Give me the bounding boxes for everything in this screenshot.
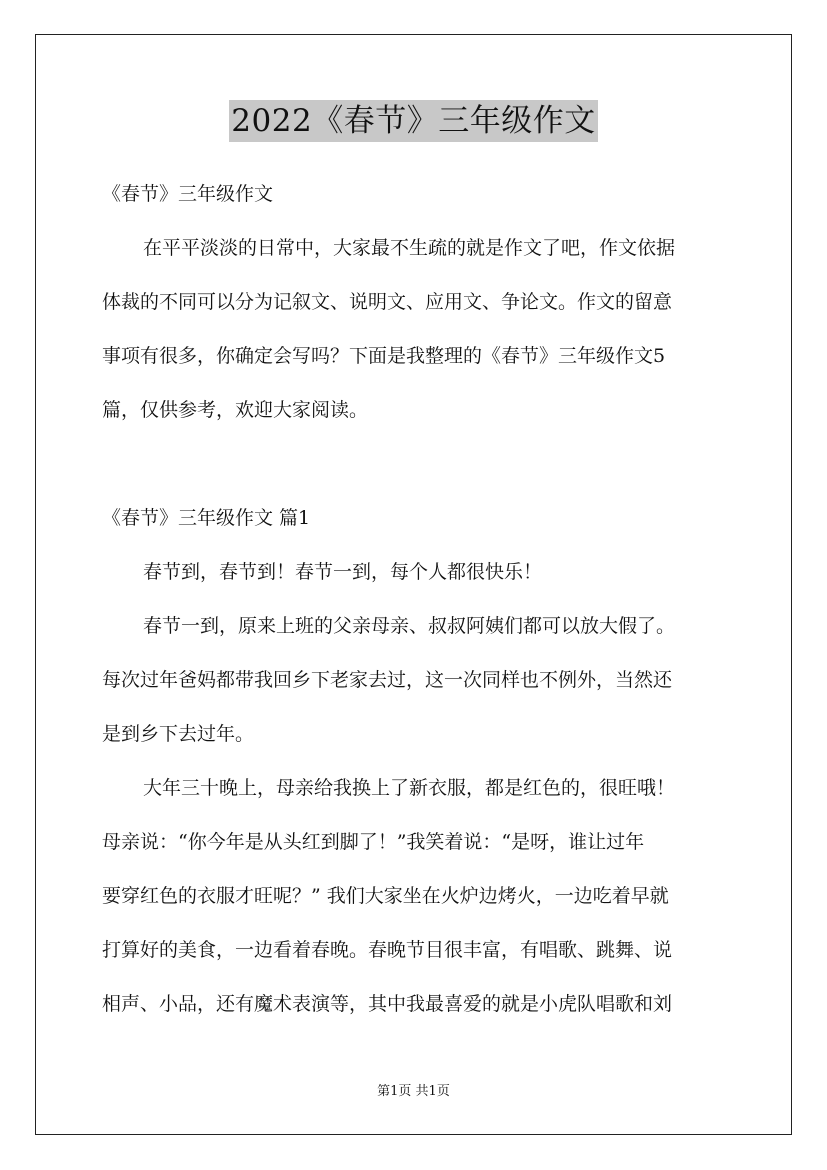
paragraph-line: 在平平淡淡的日常中，大家最不生疏的就是作文了吧，作文依据	[143, 237, 676, 259]
paragraph-line: 每次过年爸妈都带我回乡下老家去过，这一次同样也不例外，当然还	[102, 669, 673, 691]
paragraph-line: 是到乡下去过年。	[102, 723, 255, 745]
paragraph-line: 春节到，春节到！春节一到，每个人都很快乐！	[143, 561, 543, 583]
document-title: 2022《春节》三年级作文	[229, 100, 597, 142]
document-body	[102, 167, 728, 1031]
title-container	[0, 100, 827, 142]
paragraph-line: 大年三十晚上，母亲给我换上了新衣服，都是红色的，很旺哦！	[143, 777, 676, 799]
paragraph-line: 母亲说：“你今年是从头红到脚了！”我笑着说：“是呀，谁让过年	[102, 831, 645, 853]
page-footer	[0, 1082, 827, 1102]
paragraph-line: 相声、小品，还有魔术表演等，其中我最喜爱的就是小虎队唱歌和刘	[102, 993, 673, 1015]
paragraph-line: 篇，仅供参考，欢迎大家阅读。	[102, 399, 369, 421]
page-number: 第1页 共1页	[377, 1084, 450, 1099]
paragraph-line: 春节一到，原来上班的父亲母亲、叔叔阿姨们都可以放大假了。	[143, 615, 676, 637]
paragraph-line: 要穿红色的衣服才旺呢？” 我们大家坐在火炉边烤火，一边吃着早就	[102, 885, 669, 907]
paragraph-line: 事项有很多，你确定会写吗？下面是我整理的《春节》三年级作文5	[102, 345, 666, 367]
paragraph-gap	[102, 437, 728, 491]
section-heading: 《春节》三年级作文 篇1	[102, 507, 311, 529]
intro-heading: 《春节》三年级作文	[102, 183, 274, 205]
paragraph-line: 体裁的不同可以分为记叙文、说明文、应用文、争论文。作文的留意	[102, 291, 673, 313]
paragraph-line: 打算好的美食，一边看着春晚。春晚节目很丰富，有唱歌、跳舞、说	[102, 939, 673, 961]
